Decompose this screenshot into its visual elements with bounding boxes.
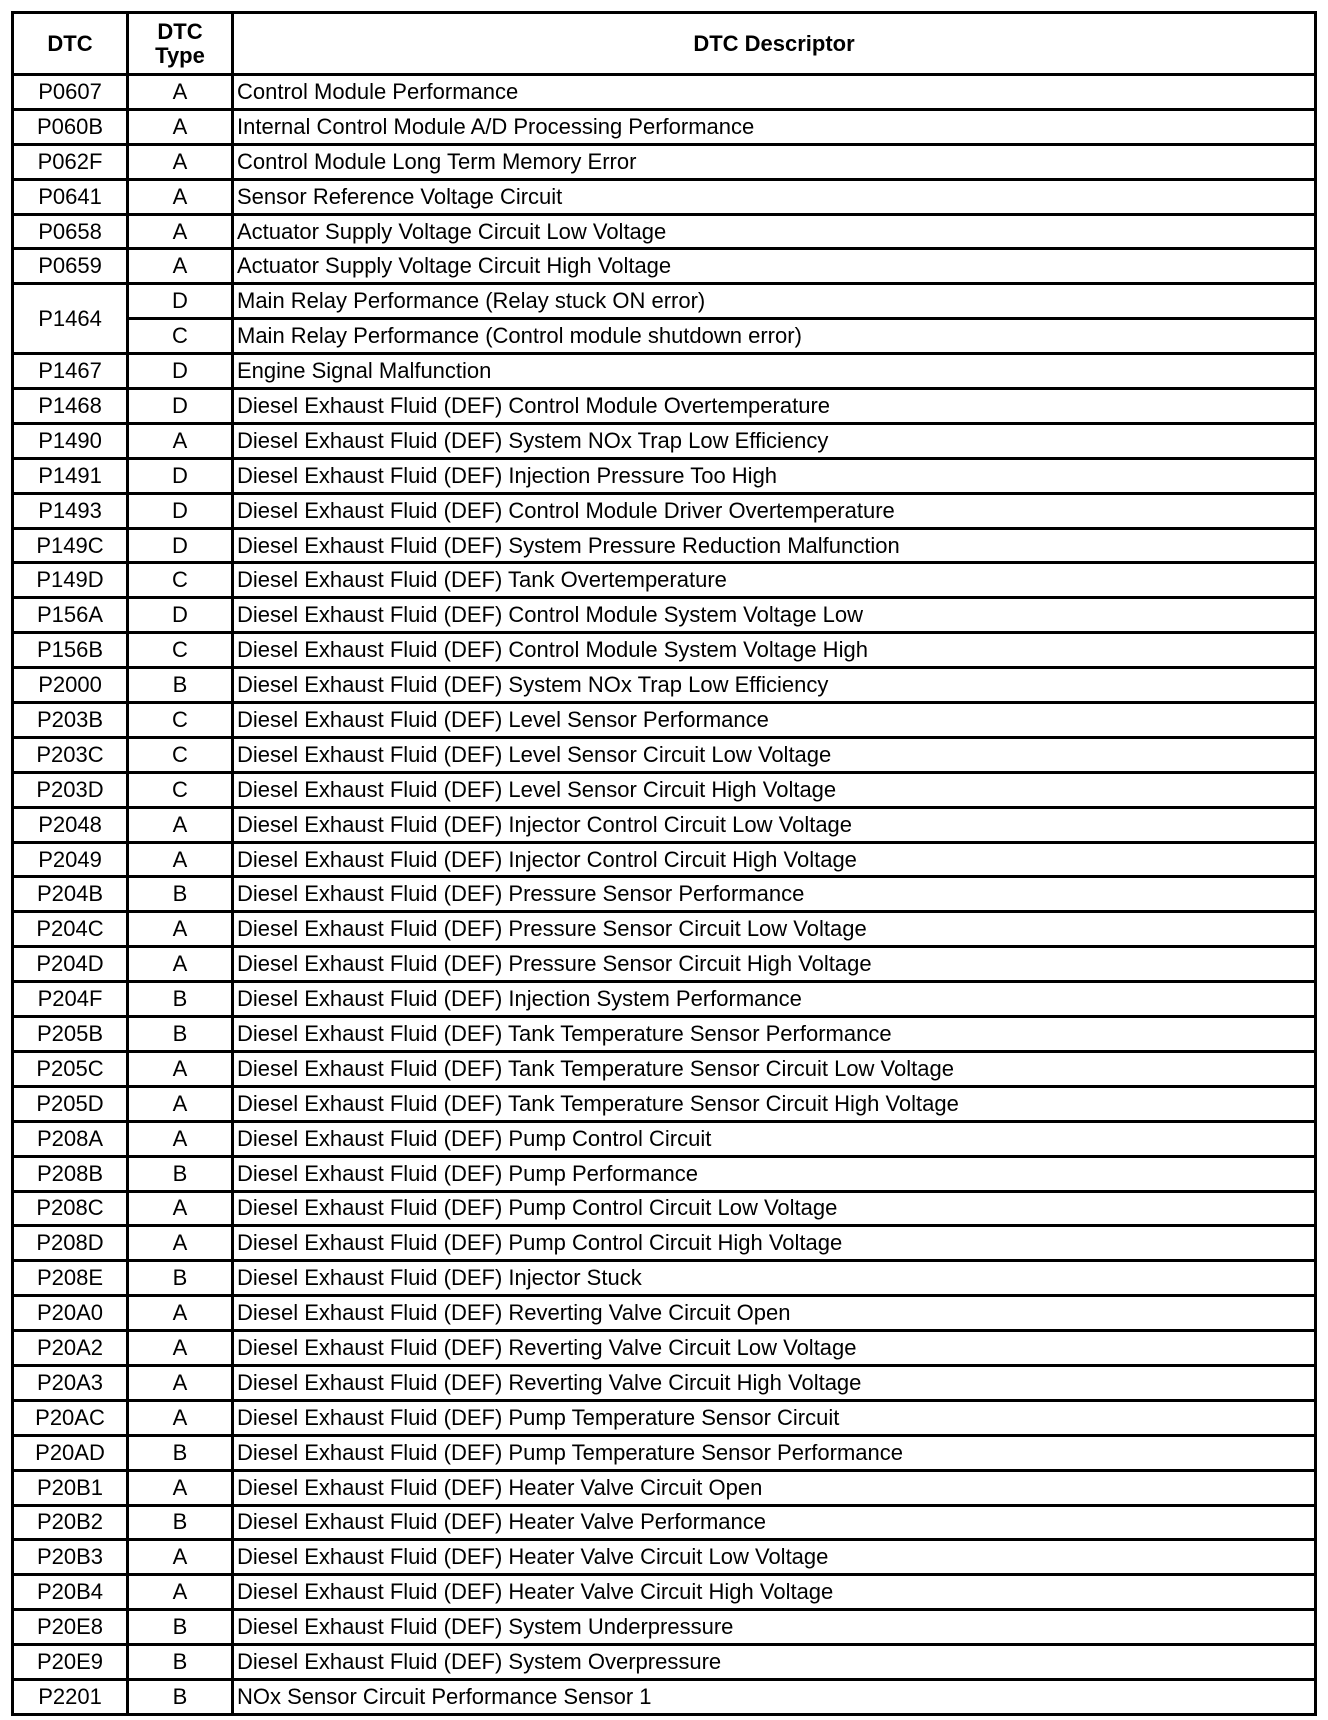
dtc-code-cell: P0659 [13,249,128,284]
dtc-descriptor-cell: Diesel Exhaust Fluid (DEF) Control Module Driver Overtemperature [233,493,1316,528]
dtc-descriptor-cell: Diesel Exhaust Fluid (DEF) Heater Valve Circuit High Voltage [233,1575,1316,1610]
dtc-code-cell: P205B [13,1017,128,1052]
dtc-type-cell: A [128,214,233,249]
dtc-type-cell: B [128,1610,233,1645]
dtc-type-cell: B [128,877,233,912]
dtc-descriptor-cell: Sensor Reference Voltage Circuit [233,179,1316,214]
dtc-code-cell: P20B4 [13,1575,128,1610]
table-row [13,1226,1316,1261]
dtc-code-cell: P20B3 [13,1540,128,1575]
dtc-type-cell: B [128,1261,233,1296]
dtc-code-cell: P0641 [13,179,128,214]
dtc-descriptor-cell: Diesel Exhaust Fluid (DEF) System NOx Trap Low Efficiency [233,668,1316,703]
dtc-type-cell: D [128,389,233,424]
dtc-type-cell: A [128,109,233,144]
dtc-code-cell: P20E9 [13,1645,128,1680]
dtc-descriptor-cell: Diesel Exhaust Fluid (DEF) Pump Control Circuit Low Voltage [233,1191,1316,1226]
dtc-code-cell: P1490 [13,423,128,458]
dtc-code-cell: P1468 [13,389,128,424]
dtc-descriptor-cell: Diesel Exhaust Fluid (DEF) Tank Temperature Sensor Performance [233,1017,1316,1052]
dtc-type-cell: A [128,1575,233,1610]
dtc-type-cell: D [128,354,233,389]
table-row [13,1540,1316,1575]
dtc-descriptor-cell: Main Relay Performance (Control module shutdown error) [233,319,1316,354]
dtc-descriptor-cell: Diesel Exhaust Fluid (DEF) Pump Performance [233,1156,1316,1191]
table-row [13,1191,1316,1226]
header-row [13,13,1316,75]
table-row [13,703,1316,738]
table-row [13,389,1316,424]
dtc-type-cell: A [128,1226,233,1261]
dtc-descriptor-cell: Engine Signal Malfunction [233,354,1316,389]
dtc-code-cell: P204B [13,877,128,912]
table-row [13,1261,1316,1296]
table-row [13,319,1316,354]
dtc-code-cell: P1491 [13,458,128,493]
dtc-type-cell: B [128,982,233,1017]
dtc-code-cell: P1467 [13,354,128,389]
dtc-code-cell: P204D [13,947,128,982]
dtc-code-cell: P205D [13,1086,128,1121]
dtc-type-cell: A [128,912,233,947]
table-row [13,877,1316,912]
dtc-descriptor-cell: Diesel Exhaust Fluid (DEF) Pump Temperature Sensor Performance [233,1435,1316,1470]
dtc-type-cell: A [128,1191,233,1226]
dtc-table-sheet [11,11,1317,1716]
dtc-descriptor-cell: Diesel Exhaust Fluid (DEF) Level Sensor Circuit High Voltage [233,772,1316,807]
table-row [13,1610,1316,1645]
dtc-code-cell: P203B [13,703,128,738]
dtc-descriptor-cell: Actuator Supply Voltage Circuit Low Voltage [233,214,1316,249]
dtc-type-cell: D [128,284,233,319]
dtc-descriptor-cell: Diesel Exhaust Fluid (DEF) Control Module System Voltage Low [233,598,1316,633]
dtc-type-cell: A [128,1296,233,1331]
dtc-descriptor-cell: Diesel Exhaust Fluid (DEF) Pressure Sensor Performance [233,877,1316,912]
dtc-descriptor-cell: Diesel Exhaust Fluid (DEF) System Pressure Reduction Malfunction [233,528,1316,563]
header-dtc-type-line2: Type [155,42,205,68]
dtc-type-cell: A [128,1051,233,1086]
dtc-code-cell: P205C [13,1051,128,1086]
table-row [13,214,1316,249]
dtc-type-cell: A [128,842,233,877]
dtc-code-cell: P2201 [13,1679,128,1714]
dtc-type-cell: A [128,1470,233,1505]
table-row [13,1017,1316,1052]
dtc-type-cell: A [128,1365,233,1400]
dtc-code-cell: P062F [13,144,128,179]
dtc-type-cell: A [128,807,233,842]
table-row [13,737,1316,772]
dtc-descriptor-cell: Actuator Supply Voltage Circuit High Voltage [233,249,1316,284]
dtc-type-cell: B [128,1435,233,1470]
table-row [13,982,1316,1017]
dtc-descriptor-cell: Main Relay Performance (Relay stuck ON error) [233,284,1316,319]
table-row [13,947,1316,982]
dtc-descriptor-cell: Diesel Exhaust Fluid (DEF) Injection System Performance [233,982,1316,1017]
dtc-table [11,11,1317,1716]
dtc-code-cell: P1464 [13,284,128,354]
table-row [13,1121,1316,1156]
table-row [13,1156,1316,1191]
dtc-descriptor-cell: Control Module Long Term Memory Error [233,144,1316,179]
dtc-descriptor-cell: Control Module Performance [233,75,1316,110]
table-row [13,912,1316,947]
table-row [13,458,1316,493]
dtc-type-cell: A [128,1400,233,1435]
dtc-type-cell: C [128,563,233,598]
dtc-type-cell: C [128,772,233,807]
dtc-descriptor-cell: Diesel Exhaust Fluid (DEF) Level Sensor Circuit Low Voltage [233,737,1316,772]
dtc-descriptor-cell: Diesel Exhaust Fluid (DEF) Pressure Sensor Circuit Low Voltage [233,912,1316,947]
dtc-descriptor-cell: Diesel Exhaust Fluid (DEF) Reverting Valve Circuit Open [233,1296,1316,1331]
table-row [13,1470,1316,1505]
dtc-descriptor-cell: Diesel Exhaust Fluid (DEF) Control Module Overtemperature [233,389,1316,424]
dtc-type-cell: D [128,458,233,493]
header-dtc-descriptor: DTC Descriptor [233,13,1316,75]
dtc-descriptor-cell: Diesel Exhaust Fluid (DEF) Injector Control Circuit High Voltage [233,842,1316,877]
dtc-code-cell: P20E8 [13,1610,128,1645]
dtc-type-cell: D [128,528,233,563]
dtc-code-cell: P156B [13,633,128,668]
dtc-descriptor-cell: Diesel Exhaust Fluid (DEF) Tank Temperature Sensor Circuit High Voltage [233,1086,1316,1121]
dtc-code-cell: P1493 [13,493,128,528]
dtc-type-cell: A [128,1331,233,1366]
table-row [13,1296,1316,1331]
dtc-type-cell: B [128,1156,233,1191]
dtc-code-cell: P208B [13,1156,128,1191]
dtc-type-cell: A [128,1121,233,1156]
dtc-type-cell: D [128,493,233,528]
dtc-type-cell: D [128,598,233,633]
dtc-descriptor-cell: Internal Control Module A/D Processing Performance [233,109,1316,144]
dtc-descriptor-cell: Diesel Exhaust Fluid (DEF) Injector Control Circuit Low Voltage [233,807,1316,842]
table-row [13,354,1316,389]
dtc-code-cell: P149D [13,563,128,598]
dtc-type-cell: C [128,633,233,668]
dtc-code-cell: P156A [13,598,128,633]
table-row [13,284,1316,319]
table-row [13,807,1316,842]
dtc-type-cell: A [128,1086,233,1121]
dtc-descriptor-cell: Diesel Exhaust Fluid (DEF) Heater Valve Circuit Open [233,1470,1316,1505]
table-row [13,1505,1316,1540]
dtc-descriptor-cell: Diesel Exhaust Fluid (DEF) Injection Pressure Too High [233,458,1316,493]
dtc-code-cell: P2048 [13,807,128,842]
dtc-code-cell: P20AC [13,1400,128,1435]
table-row [13,772,1316,807]
dtc-code-cell: P0658 [13,214,128,249]
dtc-code-cell: P208E [13,1261,128,1296]
dtc-code-cell: P20A3 [13,1365,128,1400]
dtc-type-cell: A [128,423,233,458]
dtc-descriptor-cell: Diesel Exhaust Fluid (DEF) Heater Valve Circuit Low Voltage [233,1540,1316,1575]
dtc-type-cell: C [128,737,233,772]
dtc-type-cell: B [128,1505,233,1540]
table-row [13,249,1316,284]
dtc-descriptor-cell: Diesel Exhaust Fluid (DEF) Tank Temperature Sensor Circuit Low Voltage [233,1051,1316,1086]
dtc-code-cell: P2049 [13,842,128,877]
table-row [13,1051,1316,1086]
table-row [13,633,1316,668]
dtc-type-cell: A [128,947,233,982]
dtc-code-cell: P20A2 [13,1331,128,1366]
dtc-type-cell: A [128,144,233,179]
header-dtc: DTC [13,13,128,75]
table-row [13,1331,1316,1366]
dtc-descriptor-cell: Diesel Exhaust Fluid (DEF) System Underpressure [233,1610,1316,1645]
dtc-descriptor-cell: Diesel Exhaust Fluid (DEF) System NOx Trap Low Efficiency [233,423,1316,458]
dtc-descriptor-cell: Diesel Exhaust Fluid (DEF) Pump Control Circuit High Voltage [233,1226,1316,1261]
dtc-code-cell: P20AD [13,1435,128,1470]
dtc-type-cell: A [128,179,233,214]
dtc-code-cell: P2000 [13,668,128,703]
table-row [13,1400,1316,1435]
dtc-descriptor-cell: Diesel Exhaust Fluid (DEF) Control Module System Voltage High [233,633,1316,668]
dtc-type-cell: C [128,319,233,354]
dtc-code-cell: P149C [13,528,128,563]
dtc-code-cell: P203C [13,737,128,772]
dtc-type-cell: A [128,75,233,110]
dtc-descriptor-cell: Diesel Exhaust Fluid (DEF) Injector Stuck [233,1261,1316,1296]
table-row [13,75,1316,110]
dtc-type-cell: A [128,1540,233,1575]
dtc-type-cell: B [128,668,233,703]
dtc-code-cell: P204C [13,912,128,947]
table-row [13,1365,1316,1400]
dtc-code-cell: P208C [13,1191,128,1226]
dtc-code-cell: P0607 [13,75,128,110]
dtc-descriptor-cell: Diesel Exhaust Fluid (DEF) System Overpressure [233,1645,1316,1680]
table-row [13,563,1316,598]
dtc-code-cell: P208A [13,1121,128,1156]
dtc-descriptor-cell: Diesel Exhaust Fluid (DEF) Pump Temperature Sensor Circuit [233,1400,1316,1435]
dtc-code-cell: P20A0 [13,1296,128,1331]
table-row [13,109,1316,144]
dtc-descriptor-cell: Diesel Exhaust Fluid (DEF) Level Sensor Performance [233,703,1316,738]
dtc-type-cell: A [128,249,233,284]
dtc-descriptor-cell: Diesel Exhaust Fluid (DEF) Pressure Sensor Circuit High Voltage [233,947,1316,982]
table-row [13,1679,1316,1714]
dtc-code-cell: P060B [13,109,128,144]
table-row [13,1086,1316,1121]
table-body [13,75,1316,1715]
dtc-descriptor-cell: Diesel Exhaust Fluid (DEF) Pump Control Circuit [233,1121,1316,1156]
table-row [13,668,1316,703]
dtc-descriptor-cell: NOx Sensor Circuit Performance Sensor 1 [233,1679,1316,1714]
dtc-descriptor-cell: Diesel Exhaust Fluid (DEF) Reverting Valve Circuit Low Voltage [233,1331,1316,1366]
dtc-type-cell: B [128,1017,233,1052]
header-dtc-type-line1: DTC [157,18,203,44]
table-row [13,1575,1316,1610]
header-dtc-type [128,13,233,75]
table-row [13,598,1316,633]
table-row [13,423,1316,458]
dtc-type-cell: C [128,703,233,738]
dtc-code-cell: P20B2 [13,1505,128,1540]
table-row [13,179,1316,214]
dtc-code-cell: P203D [13,772,128,807]
dtc-type-cell: B [128,1645,233,1680]
table-header [13,13,1316,75]
dtc-descriptor-cell: Diesel Exhaust Fluid (DEF) Reverting Valve Circuit High Voltage [233,1365,1316,1400]
dtc-code-cell: P208D [13,1226,128,1261]
dtc-descriptor-cell: Diesel Exhaust Fluid (DEF) Tank Overtemperature [233,563,1316,598]
dtc-code-cell: P20B1 [13,1470,128,1505]
table-row [13,842,1316,877]
table-row [13,528,1316,563]
dtc-descriptor-cell: Diesel Exhaust Fluid (DEF) Heater Valve Performance [233,1505,1316,1540]
dtc-code-cell: P204F [13,982,128,1017]
table-row [13,144,1316,179]
table-row [13,1645,1316,1680]
dtc-type-cell: B [128,1679,233,1714]
table-row [13,1435,1316,1470]
table-row [13,493,1316,528]
